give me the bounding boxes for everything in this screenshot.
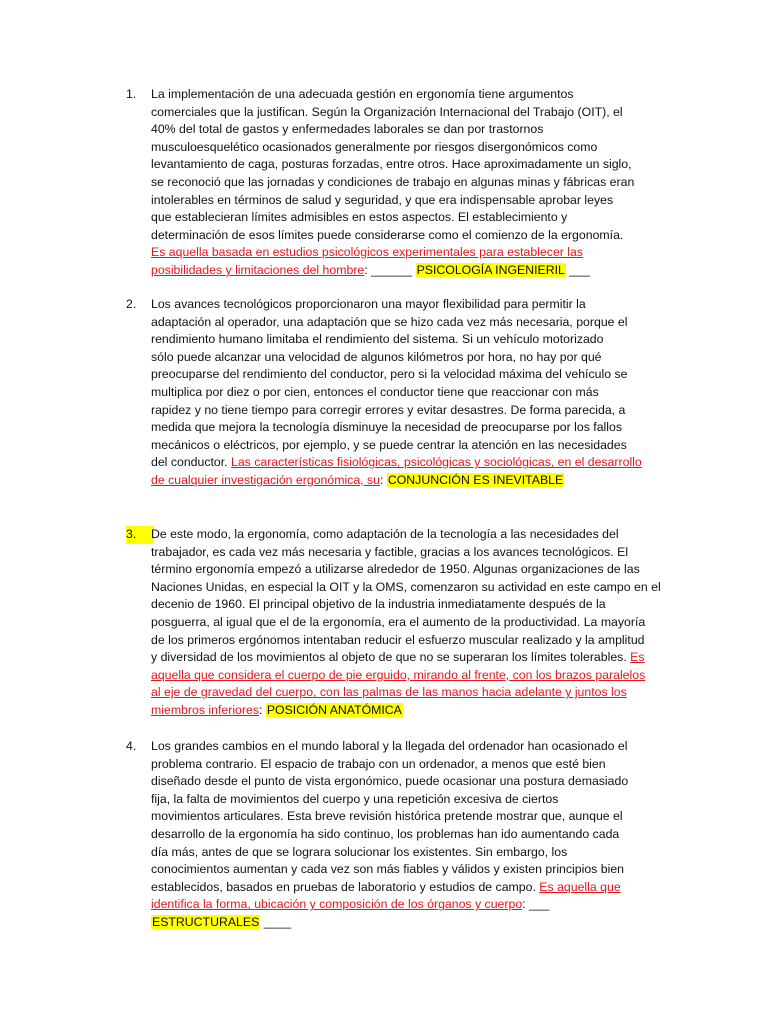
answer-highlight: CONJUNCIÓN ES INEVITABLE [387, 472, 564, 487]
item-number-highlighted: 3. [126, 526, 154, 544]
paragraph-line: decenio de 1960. El principal objetivo de la industria inmediatamente después de la [151, 597, 606, 612]
answer-separator: : ______ [364, 262, 416, 277]
question-line [151, 454, 682, 472]
paragraph-line: musculoesquelético ocasionados generalmente por riesgos disergonómicos como [151, 139, 598, 154]
paragraph-tail: y diversidad de los movimientos al objeto de que no se superaran los límites tolerables. [151, 650, 631, 665]
question-line [151, 879, 682, 897]
answer-highlight: PSICOLOGÍA INGENIERIL [416, 262, 565, 277]
question-text: al eje de gravedad del cuerpo, con las palmas de las manos hacia adelante y juntos los [151, 685, 627, 700]
item-number: 4. [126, 739, 137, 753]
paragraph-line: día más, antes de que se lograra solucionar los existentes. Sin embargo, los [151, 844, 568, 859]
paragraph-line: levantamiento de caga, posturas forzadas, entre otros. Hace aproximadamente un siglo, [151, 157, 632, 172]
paragraph-line: fija, la falta de movimientos del cuerpo y una repetición excesiva de ciertos [151, 791, 559, 806]
paragraph-line: medida que mejora la tecnología disminuye la necesidad de preocuparse por los fallos [151, 420, 622, 435]
item-number: 2. [126, 297, 137, 311]
paragraph-line: comerciales que la justifican. Según la Organización Internacional del Trabajo (OIT), el [151, 104, 623, 119]
answer-separator: : [258, 702, 266, 717]
question-line [151, 649, 682, 667]
paragraph-line: determinación de esos límites puede considerarse como el comienzo de la ergonomía. [151, 227, 624, 242]
paragraph-line: multiplica por diez o por cien, entonces el conductor tiene que reaccionar con más [151, 384, 599, 399]
question-text: aquella que considera el cuerpo de pie erguido, mirando al frente, con los brazos paralelos [151, 667, 646, 682]
paragraph-line: posguerra, al igual que el de la ergonomía, era el aumento de la productividad. La mayoría [151, 614, 646, 629]
paragraph-line: trabajador, es cada vez más necesaria y factible, gracias a los avances tecnológicos. El [151, 544, 629, 559]
answer-highlight: ESTRUCTURALES [152, 914, 260, 929]
answer-separator: : ___ [522, 897, 550, 912]
paragraph-line: adaptación al operador, una adaptación que se hizo cada vez más necesaria, porque el [151, 314, 628, 329]
paragraph-line: sólo puede alcanzar una velocidad de algunos kilómetros por hora, no hay por qué [151, 349, 602, 364]
question-text: de cualquier investigación ergonómica, su [151, 472, 380, 487]
question-text: Es [630, 650, 645, 665]
paragraph-line: diseñado desde el punto de vista ergonómico, puede ocasionar una postura demasiado [151, 774, 629, 789]
answer-highlight: POSICIÓN ANATÓMICA [266, 702, 402, 717]
paragraph-line: problema contrario. El espacio de trabajo con un ordenador, a menos que esté bien [151, 756, 606, 771]
question-line [151, 702, 682, 720]
paragraph-line: rapidez y no tiene tiempo para corregir errores y evitar desastres. De forma parecida, a [151, 402, 626, 417]
paragraph-line: se reconoció que las jornadas y condiciones de trabajo en algunas minas y fábricas eran [151, 174, 635, 189]
question-text: posibilidades y limitaciones del hombre [151, 262, 365, 277]
paragraph-line: 40% del total de gastos y enfermedades laborales se dan por trastornos [151, 122, 544, 137]
paragraph-line: mecánicos o eléctricos, por ejemplo, y se puede centrar la atención en las necesidades [151, 437, 627, 452]
paragraph-line: movimientos articulares. Esta breve revisión histórica pretende mostrar que, aunque el [151, 809, 623, 824]
answer-separator: : [380, 472, 387, 487]
paragraph-line: de los primeros ergónomos intentaban reducir el esfuerzo muscular realizado y la amplitud [151, 632, 645, 647]
paragraph-line: De este modo, la ergonomía, como adaptación de la tecnología a las necesidades del [151, 527, 619, 541]
question-line [151, 472, 682, 490]
paragraph-line: conocimientos aumentan y cada vez son más fiables y válidos y existen principios bien [151, 862, 624, 877]
question-text: miembros inferiores [151, 702, 259, 717]
paragraph-line: preocuparse del rendimiento del conductor, pero si la velocidad máxima del vehículo se [151, 367, 628, 382]
question-text: Es aquella que [539, 879, 621, 894]
answer-trailing: ___ [565, 262, 590, 277]
answer-line [151, 914, 682, 932]
question-text: Es aquella basada en estudios psicológicos experimentales para establecer las [151, 245, 584, 260]
paragraph-line: término ergonomía empezó a utilizarse alrededor de 1950. Algunas organizaciones de las [151, 562, 640, 577]
question-text: Las características fisiológicas, psicológicas y sociológicas, en el desarrollo [230, 455, 642, 470]
item-text [151, 738, 682, 932]
paragraph-line: que establecieran límites admisibles en estos aspectos. El establecimiento y [151, 210, 568, 225]
item-text [151, 86, 682, 280]
question-line [151, 262, 682, 280]
item-number: 1. [126, 87, 137, 101]
paragraph-line: La implementación de una adecuada gestión en ergonomía tiene argumentos [151, 87, 574, 101]
paragraph-line: desarrollo de la ergonomía ha sido continuo, los problemas han ido aumentando cada [151, 826, 620, 841]
paragraph-tail: del conductor. [151, 455, 231, 470]
answer-trailing: ____ [260, 914, 292, 929]
paragraph-tail: establecidos, basados en pruebas de laboratorio y estudios de campo. [151, 879, 540, 894]
question-text: identifica la forma, ubicación y composición de los órganos y cuerpo [151, 897, 523, 912]
question-line [151, 896, 682, 914]
question-line [151, 244, 682, 262]
paragraph-line: Los grandes cambios en el mundo laboral y la llegada del ordenador han ocasionado el [151, 739, 628, 753]
paragraph-line: intolerables en términos de salud y seguridad, y que era indispensable aprobar leyes [151, 192, 614, 207]
paragraph-line: Naciones Unidas, en especial la OIT y la OMS, comenzaron su actividad en este campo en el [151, 579, 661, 594]
question-line [151, 684, 682, 702]
paragraph-line: rendimiento humano limitaba el rendimiento del sistema. Si un vehículo motorizado [151, 332, 604, 347]
question-line [151, 667, 682, 685]
item-text [151, 526, 682, 720]
paragraph-line: Los avances tecnológicos proporcionaron una mayor flexibilidad para permitir la [151, 297, 586, 311]
item-text [151, 296, 682, 490]
